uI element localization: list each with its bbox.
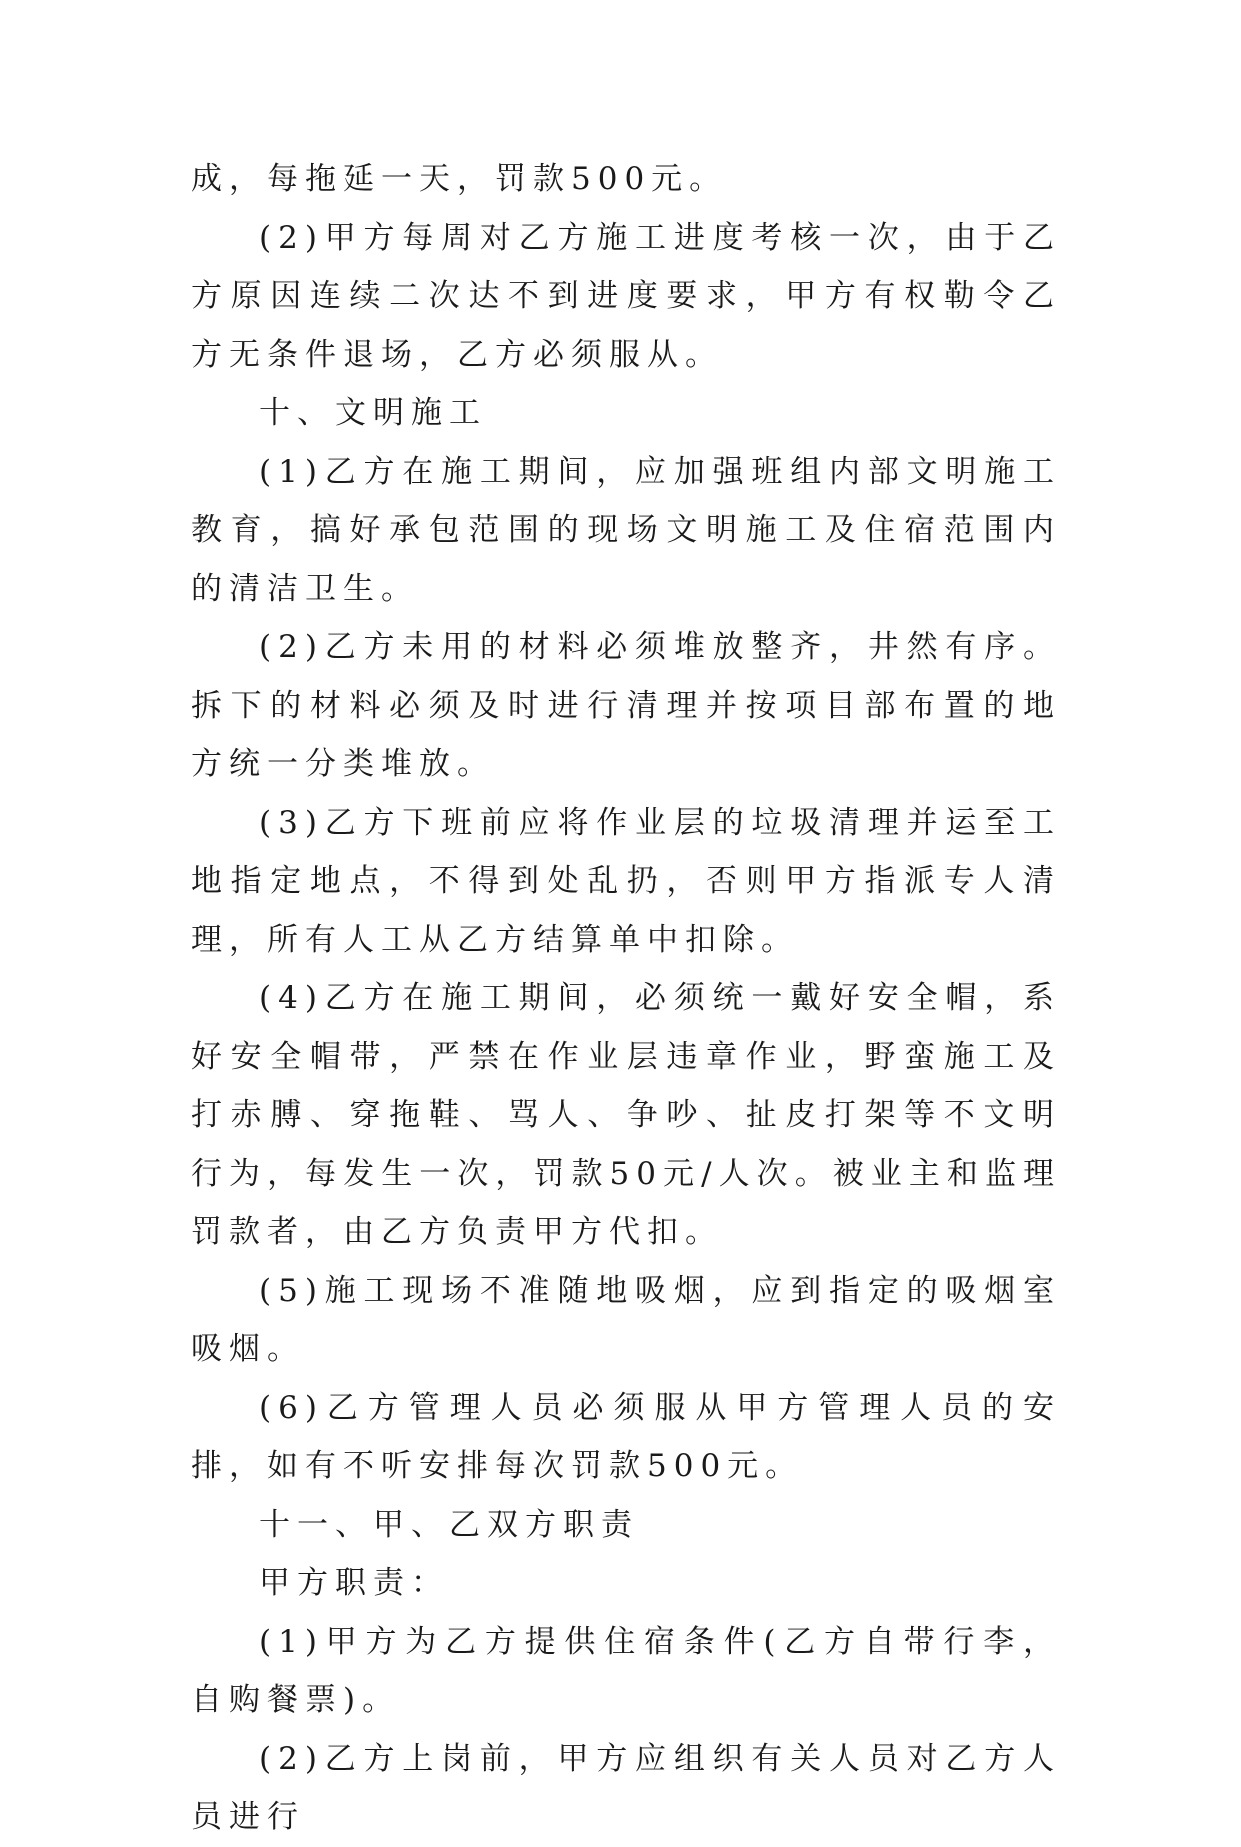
document-body (191, 150, 1061, 1847)
paragraph-no-smoking: (5)施工现场不准随地吸烟，应到指定的吸烟室吸烟。 (191, 1272, 1061, 1367)
section-heading-civilized-construction: 十、文明施工 (259, 395, 487, 431)
paragraph-obey-management: (6)乙方管理人员必须服从甲方管理人员的安排，如有不听安排每次罚款500元。 (191, 1389, 1061, 1484)
section-heading-responsibilities: 十一、甲、乙双方职责 (259, 1506, 639, 1543)
paragraph-safety-helmet: (4)乙方在施工期间，必须统一戴好安全帽，系好安全帽带，严禁在作业层违章作业，野蛮施工及打赤膊、穿拖鞋、骂人、争吵、扯皮打架等不文明行为，每发生一次，罚款50元/人次。被业主和监理罚款者，由乙方负责甲方代扣。 (191, 980, 1061, 1250)
paragraph-progress-check: (2)甲方每周对乙方施工进度考核一次，由于乙方原因连续二次达不到进度要求，甲方有权勒令乙方无条件退场，乙方必须服从。 (191, 219, 1061, 373)
paragraph-material-stacking: (2)乙方未用的材料必须堆放整齐，井然有序。拆下的材料必须及时进行清理并按项目部布置的地方统一分类堆放。 (191, 629, 1061, 782)
paragraph-garbage-cleanup: (3)乙方下班前应将作业层的垃圾清理并运至工地指定地点，不得到处乱扔，否则甲方指派专人清理，所有人工从乙方结算单中扣除。 (191, 804, 1061, 958)
paragraph-accommodation: (1)甲方为乙方提供住宿条件(乙方自带行李，自购餐票)。 (191, 1623, 1061, 1718)
paragraph-pre-job-training: (2)乙方上岗前，甲方应组织有关人员对乙方人员进行 (191, 1740, 1061, 1835)
paragraph-civilized-education: (1)乙方在施工期间，应加强班组内部文明施工教育，搞好承包范围的现场文明施工及住宿范围内的清洁卫生。 (191, 453, 1061, 607)
subheading-party-a-duties: 甲方职责： (259, 1565, 449, 1601)
paragraph-continuation: 成，每拖延一天，罚款500元。 (191, 161, 728, 197)
